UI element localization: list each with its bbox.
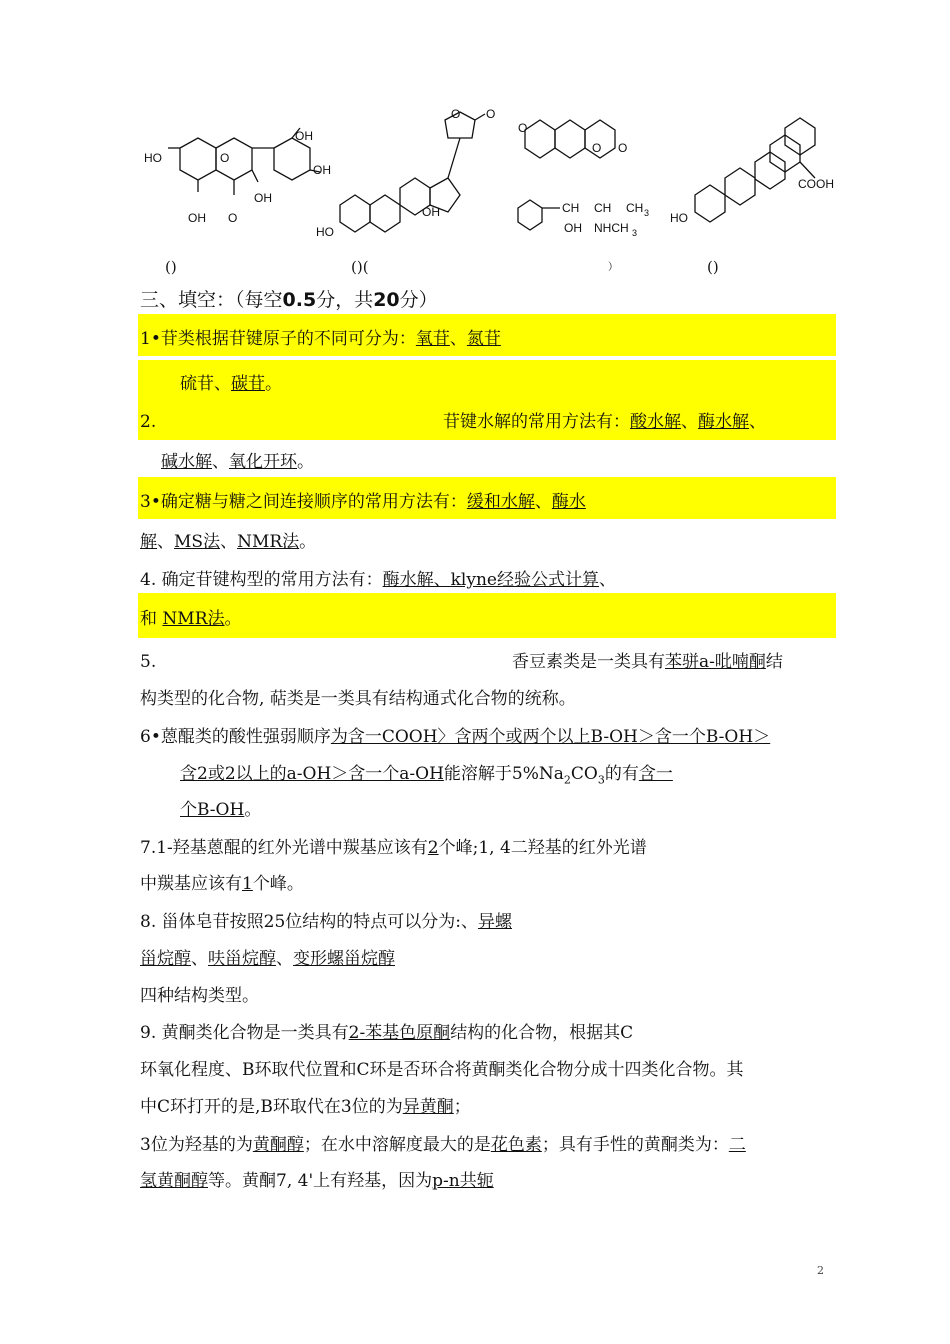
steroid-label-ho: HO xyxy=(316,225,334,239)
flavonol-label-oh4: OH xyxy=(188,211,206,225)
q3-answer-2b: 解 xyxy=(140,532,157,552)
highlight-q4b xyxy=(138,593,836,638)
q6-answer-2b: 个B-OH xyxy=(180,800,245,820)
caption-4: () xyxy=(707,258,719,276)
q3-line1: 3•确定糖与糖之间连接顺序的常用方法有：缓和水解、酶水 xyxy=(140,492,586,512)
q8-answer-3: 变形螺甾烷醇 xyxy=(293,949,395,969)
flavonol-label-oh2: OH xyxy=(313,163,331,177)
q5-line1: 香豆素类是一类具有苯骈a-吡喃酮结 xyxy=(512,652,783,672)
steroid-structure xyxy=(316,107,495,239)
q3-line2: 解、MS法、NMR法。 xyxy=(140,532,317,552)
q5-line2: 构类型的化合物, 萜类是一类具有结构通式化合物的统称。 xyxy=(140,689,576,709)
page-number: 2 xyxy=(817,1264,824,1277)
q6-answer-1b: 含2或2以上的a-OH＞含一个a-OH xyxy=(180,764,444,784)
q4-line1: 4. 确定苷键构型的常用方法有：酶水解、klyne经验公式计算、 xyxy=(140,570,616,590)
coumarin-label-o3: O xyxy=(618,141,628,155)
triterpene-label-ho: HO xyxy=(670,211,688,225)
q9-answer-5a: 二 xyxy=(728,1135,746,1155)
q8-line2: 甾烷醇、呋甾烷醇、变形螺甾烷醇 xyxy=(140,949,395,969)
q3-answer-3: MS法 xyxy=(174,532,221,552)
ephedrine-label-sub3a: 3 xyxy=(644,208,650,218)
q4-answer-2: NMR法 xyxy=(162,609,225,629)
q9-answer-4: 花色素 xyxy=(490,1135,542,1155)
coumarin-structure xyxy=(518,120,627,158)
q3-answer-4: NMR法 xyxy=(237,532,300,552)
q2-answer-3: 碱水解 xyxy=(161,452,212,472)
q9-answer-2: 异黄酮 xyxy=(402,1097,454,1117)
q5-number: 5. xyxy=(140,652,157,672)
ephedrine-structure xyxy=(518,200,649,238)
q3-answer-1: 缓和水解 xyxy=(466,492,535,512)
q1-answer-1: 氧苷 xyxy=(415,329,450,349)
caption-2: ()( xyxy=(351,258,369,276)
q2-number: 2. xyxy=(140,412,157,432)
ephedrine-label-nhch: NHCH xyxy=(594,221,629,235)
q7-answer-2: 1 xyxy=(242,874,253,894)
q1-answer-3: 硫苷 xyxy=(180,374,214,394)
ephedrine-label-ch2: CH xyxy=(594,201,612,215)
flavonol-label-oh1: OH xyxy=(295,129,313,143)
q2-answer-2: 酶水解 xyxy=(698,412,749,432)
q4-answer-1: 酶水解、klyne经验公式计算 xyxy=(382,570,599,590)
triterpene-structure xyxy=(670,118,834,225)
q8-answer-2: 呋甾烷醇 xyxy=(208,949,276,969)
steroid-label-o1: O xyxy=(451,107,461,121)
q9-line3: 中C环打开的是,B环取代在3位的为异黄酮； xyxy=(140,1097,471,1117)
section-title: 三、填空：（每空0.5分，共20分） xyxy=(140,289,438,311)
q2-line1: 苷键水解的常用方法有：酸水解、酶水解、 xyxy=(443,412,766,432)
ephedrine-label-oh: OH xyxy=(564,221,582,235)
triterpene-label-cooh: COOH xyxy=(798,177,834,191)
q9-answer-6: p-n共轭 xyxy=(432,1171,494,1191)
flavonol-label-o2: O xyxy=(228,211,238,225)
q6-line3: 个B-OH。 xyxy=(180,800,262,820)
q6-line2: 含2或2以上的a-OH＞含一个a-OH能溶解于$5\%Na_2CO_3$的有含一 xyxy=(180,764,673,787)
q8-line3: 四种结构类型。 xyxy=(140,986,259,1006)
q4-line2: 和 NMR法。 xyxy=(140,609,242,629)
q7-answer-1: 2 xyxy=(427,838,439,858)
q9-line1: 9. 黄酮类化合物是一类具有2-苯基色原酮结构的化合物，根据其C xyxy=(140,1023,634,1043)
q9-answer-1: 2-苯基色原酮 xyxy=(348,1023,451,1043)
q2-line2: 碱水解、氧化开环。 xyxy=(161,452,314,472)
flavonol-label-ho: HO xyxy=(144,151,162,165)
flavonol-label-oh3: OH xyxy=(254,191,272,205)
q9-line4: 3位为羟基的为黄酮醇；在水中溶解度最大的是花色素；具有手性的黄酮类为：二 xyxy=(140,1135,746,1155)
q5-answer-1: 苯骈a-吡喃酮 xyxy=(665,652,766,672)
q3-answer-2a: 酶水 xyxy=(551,492,586,512)
q2-answer-4: 氧化开环 xyxy=(229,452,297,472)
q1-answer-2: 氮苷 xyxy=(466,329,501,349)
ephedrine-label-ch3: CH xyxy=(626,201,644,215)
q1-answer-4: 碳苷 xyxy=(231,374,265,394)
coumarin-label-o2: O xyxy=(592,141,602,155)
q7-line1: 7.1-羟基蒽醌的红外光谱中羰基应该有2个峰;1, 4二羟基的红外光谱 xyxy=(140,838,647,858)
q8-answer-1a: 异螺 xyxy=(477,912,512,932)
q8-line1: 8. 甾体皂苷按照25位结构的特点可以分为:、异螺 xyxy=(140,912,512,932)
coumarin-label-o1: O xyxy=(518,121,528,135)
q2-answer-1: 酸水解 xyxy=(630,412,681,432)
steroid-label-oh: OH xyxy=(422,205,440,219)
q9-answer-3: 黄酮醇 xyxy=(252,1135,304,1155)
flavonol-label-o1: O xyxy=(220,151,230,165)
ephedrine-label-ch1: CH xyxy=(562,201,580,215)
q6-answer-2a: 含一 xyxy=(638,764,673,784)
q1-line2: 硫苷、碳苷。 xyxy=(180,374,282,394)
caption-1: () xyxy=(165,258,177,276)
chemical-structures-figure xyxy=(130,100,850,260)
steroid-label-o2: O xyxy=(486,107,496,121)
caption-3: ） xyxy=(608,262,618,273)
ephedrine-label-sub3b: 3 xyxy=(632,228,638,238)
q8-answer-1b: 甾烷醇 xyxy=(140,949,191,969)
q9-line5: 氢黄酮醇等。黄酮7, 4'上有羟基，因为p-n共轭 xyxy=(140,1171,494,1191)
q9-line2: 环氧化程度、B环取代位置和C环是否环合将黄酮类化合物分成十四类化合物。其 xyxy=(140,1060,744,1080)
q7-line2: 中羰基应该有1个峰。 xyxy=(140,874,304,894)
flavonol-structure xyxy=(144,128,331,225)
q6-answer-1a: 为含一COOH〉含两个或两个以上B-OH＞含一个B-OH＞ xyxy=(330,727,771,747)
q9-answer-5b: 氢黄酮醇 xyxy=(140,1171,208,1191)
q1-line1: 1•苷类根据苷键原子的不同可分为：氧苷、氮苷 xyxy=(140,329,501,349)
q6-line1: 6•蒽醌类的酸性强弱顺序为含一COOH〉含两个或两个以上B-OH＞含一个B-OH＞ xyxy=(140,727,771,747)
